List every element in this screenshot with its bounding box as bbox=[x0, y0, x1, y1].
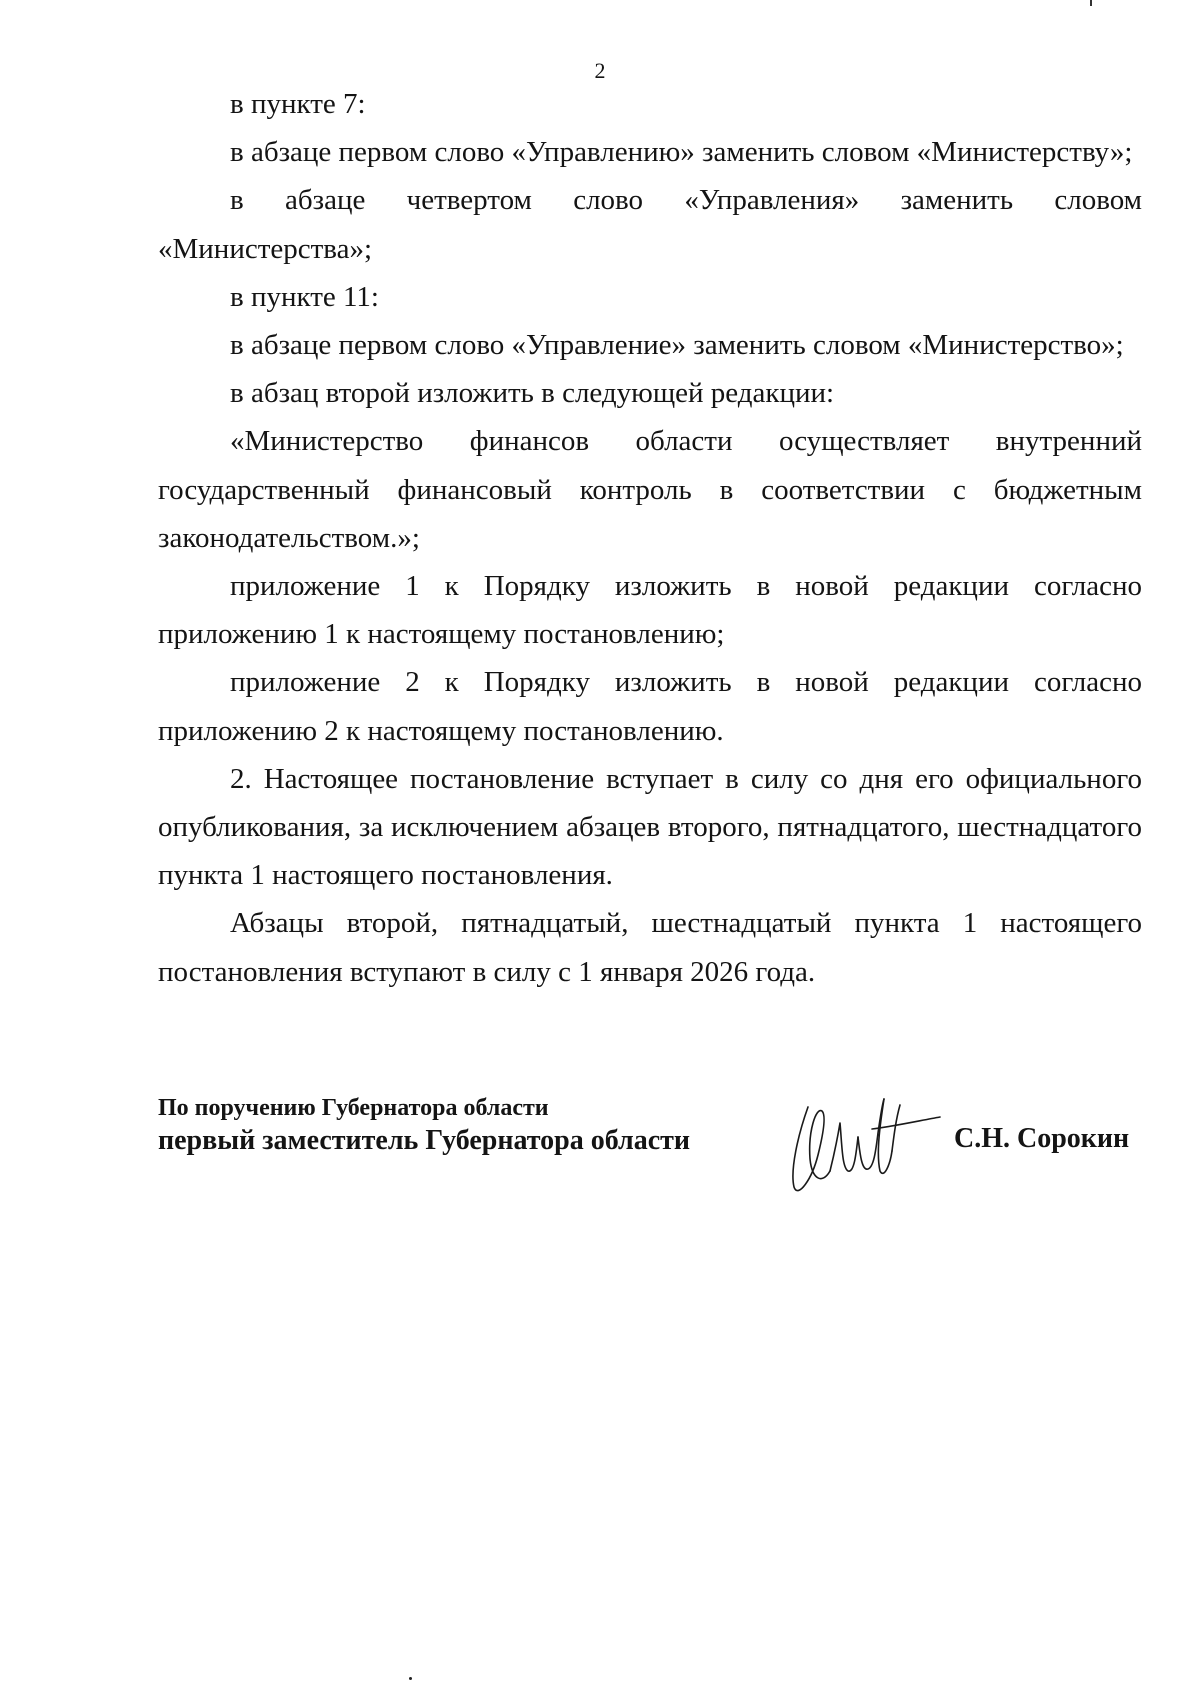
paragraph-5: в абзаце первом слово «Управление» заменить словом «Министерство»; bbox=[230, 329, 1124, 362]
paragraph-8: приложение 1 к Порядку изложить в новой редакции согласно приложению 1 к настоящему постановлению; bbox=[158, 570, 1142, 651]
paragraph-1: в пункте 7: bbox=[230, 88, 366, 120]
handwritten-signature-icon bbox=[768, 1075, 948, 1205]
paragraph-9: приложение 2 к Порядку изложить в новой редакции согласно приложению 2 к настоящему постановлению. bbox=[158, 666, 1142, 747]
paragraph-6: в абзац второй изложить в следующей редакции: bbox=[230, 377, 835, 410]
paragraph-10: 2. Настоящее постановление вступает в силу со дня его официального опубликования, за исключением абзацев второго, пятнадцатого, шестнадцатого пункта 1 настоящего постановления. bbox=[158, 762, 1142, 892]
corner-mark bbox=[1090, 0, 1092, 6]
paragraph-2: в абзаце первом слово «Управлению» заменить словом «Министерству»; bbox=[230, 136, 1133, 169]
signature-block bbox=[158, 1095, 1142, 1245]
document-body bbox=[158, 80, 1142, 996]
signatory-basis: По поручению Губернатора области bbox=[158, 1095, 549, 1121]
page-number: 2 bbox=[594, 58, 606, 83]
signatory-name: С.Н. Сорокин bbox=[954, 1123, 1130, 1154]
paragraph-11: Абзацы второй, пятнадцатый, шестнадцатый пункта 1 настоящего постановления вступают в силу с 1 января 2026 года. bbox=[158, 907, 1142, 988]
paragraph-4: в пункте 11: bbox=[230, 280, 379, 313]
paragraph-3: в абзаце четвертом слово «Управления» заменить словом «Министерства»; bbox=[158, 184, 1142, 265]
paragraph-7: «Министерство финансов области осуществляет внутренний государственный финансовый контроль в соответствии с бюджетным законодательством.»; bbox=[158, 425, 1142, 554]
scan-artifact-dot bbox=[409, 1677, 412, 1680]
signatory-position: первый заместитель Губернатора области bbox=[158, 1125, 691, 1156]
